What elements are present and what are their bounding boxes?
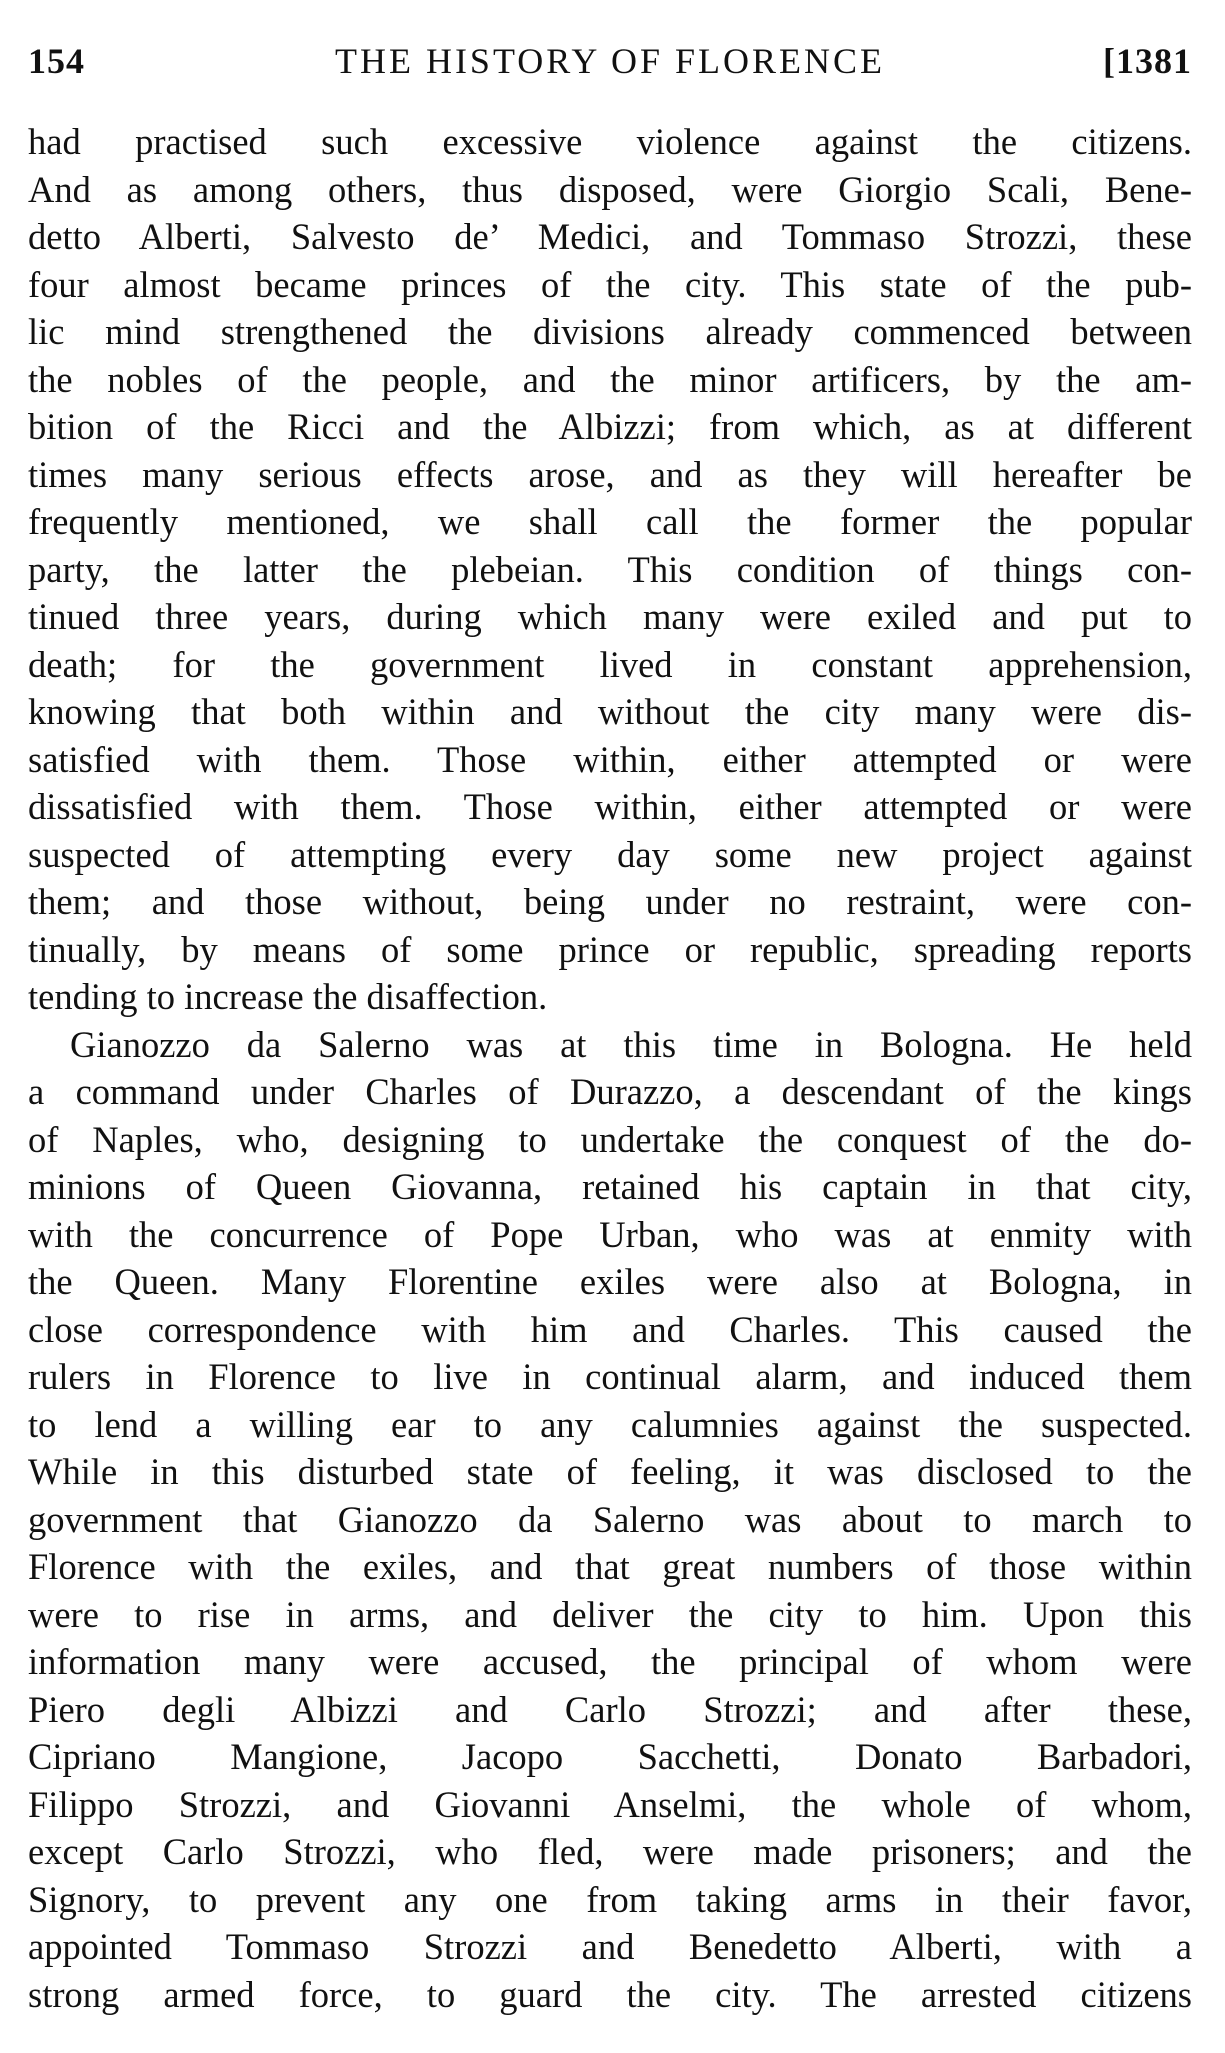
text-line: death; for the government lived in constant apprehension, bbox=[28, 643, 1192, 685]
text-line: government that Gianozzo da Salerno was about to march to bbox=[28, 1498, 1192, 1540]
text-line: except Carlo Strozzi, who fled, were made prisoners; and the bbox=[28, 1831, 1192, 1872]
text-line: rulers in Florence to live in continual alarm, and induced them bbox=[28, 1356, 1192, 1397]
text-line: tending to increase the disaffection. bbox=[28, 976, 548, 1017]
text-line: lic mind strengthened the divisions already commenced between bbox=[28, 311, 1192, 352]
text-line: tinued three years, during which many were exiled and put to bbox=[28, 596, 1192, 637]
text-line: Cipriano Mangione, Jacopo Sacchetti, Donato Barbadori, bbox=[28, 1736, 1192, 1777]
text-line: the nobles of the people, and the minor artificers, by the am- bbox=[28, 358, 1192, 400]
text-line: with the concurrence of Pope Urban, who was at enmity with bbox=[28, 1213, 1192, 1255]
text-line: While in this disturbed state of feeling, it was disclosed to the bbox=[28, 1451, 1192, 1492]
page-number: 154 bbox=[28, 41, 85, 81]
text-line: tinually, by means of some prince or republic, spreading reports bbox=[28, 928, 1192, 970]
text-line: minions of Queen Giovanna, retained his captain in that city, bbox=[28, 1166, 1192, 1207]
text-line: appointed Tommaso Strozzi and Benedetto Alberti, with a bbox=[28, 1926, 1192, 1967]
running-head bbox=[28, 36, 1192, 86]
text-line: strong armed force, to guard the city. The arrested citizens bbox=[28, 1973, 1192, 2015]
text-line: had practised such excessive violence against the citizens. bbox=[28, 121, 1192, 162]
text-line: dissatisfied with them. Those within, either attempted or were bbox=[28, 786, 1192, 827]
text-line: to lend a willing ear to any calumnies against the suspected. bbox=[28, 1403, 1192, 1445]
body-text bbox=[28, 118, 1192, 2018]
text-line: suspected of attempting every day some new project against bbox=[28, 833, 1192, 875]
paragraph-start-line: Gianozzo da Salerno was at this time in Bologna. He held bbox=[70, 1023, 1192, 1065]
text-line: Florence with the exiles, and that great numbers of those within bbox=[28, 1546, 1192, 1587]
text-line: the Queen. Many Florentine exiles were also at Bologna, in bbox=[28, 1261, 1192, 1302]
text-line: were to rise in arms, and deliver the city to him. Upon this bbox=[28, 1593, 1192, 1635]
text-line: knowing that both within and without the city many were dis- bbox=[28, 691, 1192, 732]
text-line: close correspondence with him and Charles. This caused the bbox=[28, 1308, 1192, 1350]
text-line: frequently mentioned, we shall call the former the popular bbox=[28, 501, 1192, 542]
text-line: a command under Charles of Durazzo, a descendant of the kings bbox=[28, 1071, 1192, 1112]
text-line: times many serious effects arose, and as they will hereafter be bbox=[28, 453, 1192, 495]
text-line: Filippo Strozzi, and Giovanni Anselmi, the whole of whom, bbox=[28, 1783, 1192, 1825]
text-line: Signory, to prevent any one from taking arms in their favor, bbox=[28, 1878, 1192, 1920]
text-line: bition of the Ricci and the Albizzi; from which, as at different bbox=[28, 406, 1192, 447]
running-year: [1381 bbox=[1103, 41, 1192, 81]
text-line: four almost became princes of the city. This state of the pub- bbox=[28, 263, 1192, 305]
text-line: Piero degli Albizzi and Carlo Strozzi; and after these, bbox=[28, 1688, 1192, 1730]
running-title: THE HISTORY OF FLORENCE bbox=[334, 41, 886, 81]
text-line: party, the latter the plebeian. This condition of things con- bbox=[28, 548, 1192, 590]
text-line: information many were accused, the principal of whom were bbox=[28, 1641, 1192, 1682]
text-line: And as among others, thus disposed, were Giorgio Scali, Bene- bbox=[28, 168, 1192, 210]
text-line: satisfied with them. Those within, either attempted or were bbox=[28, 738, 1192, 780]
text-line: them; and those without, being under no restraint, were con- bbox=[28, 881, 1192, 922]
text-line: of Naples, who, designing to undertake the conquest of the do- bbox=[28, 1118, 1192, 1160]
text-line: detto Alberti, Salvesto de’ Medici, and Tommaso Strozzi, these bbox=[28, 216, 1192, 257]
